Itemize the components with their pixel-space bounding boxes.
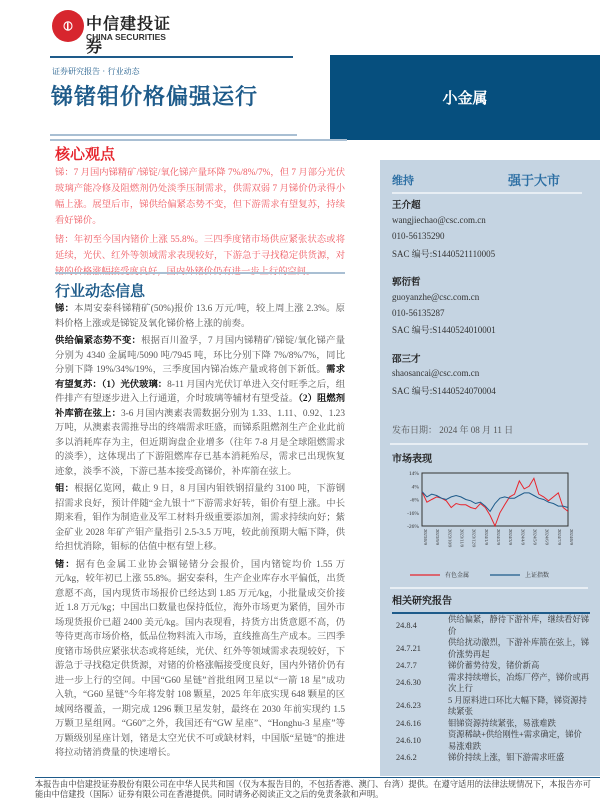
report-title-link[interactable]: 需求持续增长，冶炼厂停产，锑价或再次上行 — [448, 672, 590, 693]
bold-lead: 供给偏紧态势不变： — [55, 336, 142, 346]
x-tick-label: 2023/12/9 — [471, 529, 477, 548]
publish-date: 发布日期： 2024 年 08 月 11 日 — [392, 425, 514, 435]
analyst-sac: SAC 编号:S1440521110005 — [392, 249, 496, 259]
report-date: 24.6.23 — [396, 701, 421, 711]
footer-divider — [35, 777, 600, 778]
report-title-link[interactable]: 5 月原料进口环比大幅下降，锑资源持续紧张 — [448, 695, 587, 716]
y-tick-label: -6% — [409, 497, 419, 504]
report-type: 证券研究报告 · 行业动态 — [52, 67, 140, 76]
x-tick-label: 2024/2/9 — [496, 529, 501, 546]
report-date: 24.7.21 — [396, 643, 421, 653]
related-report-row[interactable] — [392, 672, 590, 695]
x-tick-label: 2024/4/9 — [520, 529, 526, 546]
rating-label: 维持 — [392, 174, 414, 187]
core-view — [55, 165, 345, 283]
x-tick-label: 2023/8/9 — [423, 529, 428, 546]
paragraph-text: 本周安泰科锑精矿(50%)报价 13.6 万元/吨，较上周上涨 2.3%。原料价格上涨或是锑锭及氧化锑价格上涨的前奏。 — [55, 304, 345, 329]
analyst-phone: 010-56135287 — [392, 308, 445, 318]
related-report-row[interactable] — [392, 752, 590, 764]
core-view-heading: 核心观点 — [55, 145, 116, 163]
report-title-link[interactable]: 供给偏紧，静待下游补库，继续看好锑价 — [448, 615, 590, 636]
x-tick-label: 2023/10/9 — [447, 529, 453, 548]
analyst-name: 郭衍哲 — [392, 277, 421, 288]
bold-lead: 需求有望复苏：（1）光伏玻璃： — [55, 365, 345, 390]
report-date: 24.8.4 — [396, 620, 417, 630]
industry-paragraph — [55, 558, 345, 761]
report-title-link[interactable]: 锑价持续上涨，钼下游需求旺盛 — [448, 753, 565, 762]
company-logo — [52, 10, 187, 56]
paragraph-text: 8-11 月国内光伏订单进入交付旺季之后，组件排产有望逐步进入上行通道，介时玻璃等辅材有望受益。 — [55, 379, 345, 404]
related-report-row[interactable] — [392, 695, 590, 718]
analyst-phone: 010-56135290 — [392, 231, 445, 241]
rating-divider — [392, 192, 582, 194]
date-divider — [390, 443, 588, 445]
report-title-link[interactable]: 钼锑资源持续紧张，易涨难跌 — [448, 718, 556, 728]
analyst-name: 邵三才 — [392, 354, 421, 365]
chart-title: 市场表现 — [392, 454, 432, 465]
y-tick-label: 14% — [408, 471, 419, 477]
logo-english-name: CHINA SECURITIES — [86, 32, 166, 42]
report-title-link[interactable]: 供给扰动激烈，下游补库箭在弦上，锑价涨势再起 — [448, 638, 590, 659]
x-tick-label: 2023/11/9 — [459, 529, 465, 548]
bold-lead: （2）阻燃剂补库箭在弦上： — [55, 394, 345, 419]
analyst-sac: SAC 编号:S1440524010001 — [392, 325, 496, 335]
paragraph-text: 根据百川盈孚，7 月国内锑精矿/锑锭/氧化锑产量分别为 4340 金属吨/5090 吨/7945 吨，环比分别下降 7%/8%/7%，同比分别下降 19%/34%/19%，三季度国内锑冶炼产量或将创下新低。 — [55, 336, 345, 375]
x-tick-label: 2023/9/9 — [435, 529, 441, 546]
logo-chinese-name: 中信建投证券 — [86, 14, 172, 56]
related-report-row[interactable] — [392, 637, 590, 660]
header-divider — [50, 56, 293, 58]
core-antimony: 锑：7 月国内锑精矿/锑锭/氧化锑产量环降 7%/8%/7%，但 7 月部分光伏玻璃产能冷修及阻燃剂仍处淡季压制需求，供需双弱 7 月锑价仍录得小幅上涨。展望后市，锑供给偏紧态势不变，但下游需求有望复苏，持续看好锑价。 — [55, 168, 345, 226]
related-report-row[interactable] — [392, 613, 590, 637]
x-tick-label: 2024/3/9 — [508, 529, 514, 546]
legend-label: 有色金属 — [445, 573, 470, 579]
core-divider — [50, 139, 347, 141]
related-report-row[interactable] — [392, 729, 590, 752]
x-tick-label: 2024/5/9 — [532, 529, 538, 546]
report-date: 24.6.10 — [396, 735, 421, 745]
disclaimer-footer: 本报告由中信建投证券股份有限公司在中华人民共和国（仅为本报告目的，不包括香港、澳门、台湾）提供。在遵守适用的法律法规情况下，本报告亦可能由中信建投（国际）证券有限公司在香港提供。同时请务必阅读正文之后的免责条款和声明。 — [35, 780, 591, 799]
report-date: 24.6.2 — [396, 753, 417, 762]
paragraph-text: 据有色金属工业协会锢铋锗分会报价，国内锗锭均价 1.55 万元/kg，较年初已上涨 55.8%。据安泰科，生产企业库存水平偏低，出货意愿不高，国内现货市场报价已经达到 1.85 万元/kg，小批量成交价接近 1.8 万元/kg；中国出口数量也保持低位，海外市场更为紧俏，国外市场现货报价已超 2400 美元/kg。国内表现看，持货方出货意愿不高，仍等待更高市场价格，低品位物料流入市场，直线推高生产成本。三四季度锗市场供应紧张状态或将延续，光伏、红外等领域需求表现较好，下游急于寻找稳定供货源，对锗的价格涨幅接受度良好，国内外锗价仍有进一步上行的空间。中国“G60 星链”首批组网卫星以“一箭 18 星”成功入轨，“G60 星链”今年将发射 108 颗星，2025 年年底实现 648 颗星的区域网络覆盖，一期完成 1296 颗卫星发射，最终在 2030 年前实现约 1.5 万颗卫星组网。“G60”之外，我国还有“GW 星座”、“Honghu-3 星座”等万颗级别星座计划，锗是太空光伏不可或缺材料，中国版“星链”的推进将拉动锗消费量的快速增长。 — [55, 559, 345, 758]
related-reports-table — [392, 612, 590, 764]
x-tick-label: 2024/6/9 — [544, 529, 550, 546]
title-divider — [50, 134, 297, 136]
analyst-name: 王介超 — [392, 200, 421, 211]
x-tick-label: 2024/1/9 — [483, 529, 489, 546]
industry-body — [55, 302, 345, 764]
x-tick-label: 2024/8/9 — [569, 529, 574, 546]
industry-paragraph — [55, 482, 345, 555]
related-report-row[interactable] — [392, 718, 590, 730]
y-tick-label: -26% — [407, 524, 419, 530]
report-title-link[interactable]: 资源稀缺+供给刚性+需求确定，锑价易涨难跌 — [448, 730, 582, 751]
sector-box — [330, 55, 600, 140]
bold-lead: 钼： — [55, 484, 75, 494]
chart-divider — [390, 587, 588, 589]
y-tick-label: 4% — [411, 484, 419, 491]
industry-paragraph — [55, 334, 345, 479]
report-date: 24.7.7 — [396, 661, 417, 670]
industry-heading: 行业动态信息 — [55, 282, 146, 300]
paragraph-text: 根据亿览网，截止 9 日，8 月国内钼铁钢招量约 3100 吨，下游钢招需求良好，预计伴随“金九银十”下游需求好转，钼价有望上涨。中长期来看，钼作为制造业及军工材料升级重要添加剂，需求持续向好；紫金矿业 2028 年矿产钼产量指引 2.5-3.5 万吨，较此前预期大幅下降，供给担忧消除，钼标的估值中枢有望上移。 — [55, 484, 345, 552]
paragraph-text: 3-6 月国内澳素表需数据分别为 1.33、1.11、0.92、1.23 万吨，从澳素表需推导出的终端需求旺盛，而锑系阻燃剂生产企业此前多以消耗库存为主，但近期询盘企业增多（往年 7-8 月是全球阻燃需求的淡季），这体现出了下游阻燃库存已基本消耗殆尽，需求已出现恢复迹象，淡季不淡，下游已基本接受高锑价，补库箭在弦上。 — [55, 408, 345, 477]
legend-label: 上证指数 — [525, 573, 550, 579]
rating-value: 强于大市 — [508, 174, 561, 189]
industry-paragraph — [55, 302, 345, 331]
report-title: 锑锗钼价格偏强运行 — [51, 85, 259, 110]
section-divider — [55, 272, 345, 274]
report-date: 24.6.16 — [396, 718, 421, 728]
analyst-email[interactable]: wangjiechao@csc.com.cn — [392, 215, 486, 225]
sidebar — [380, 160, 600, 776]
analyst-email[interactable]: guoyanzhe@csc.com.cn — [392, 292, 480, 302]
report-date: 24.6.30 — [396, 678, 421, 688]
bold-lead: 锗： — [55, 559, 76, 570]
related-reports-heading: 相关研究报告 — [392, 596, 452, 607]
analyst-email[interactable]: shaosancai@csc.com.cn — [392, 368, 480, 378]
x-tick-label: 2024/7/9 — [556, 529, 562, 546]
bold-lead: 锑： — [55, 304, 75, 314]
analyst-sac: SAC 编号:S1440524070004 — [392, 386, 496, 396]
core-germanium: 锗：年初至今国内锗价上涨 55.8%。三四季度锗市场供应紧张状态或将延续，光伏、红外等领域需求表现较好，下游急于寻找稳定供货源，对 — [55, 235, 345, 261]
related-report-row[interactable] — [392, 660, 590, 672]
report-title-link[interactable]: 锑价蓄势待发，锗价新高 — [448, 661, 540, 670]
sector-label: 小金属 — [442, 89, 488, 107]
market-performance-chart — [390, 465, 595, 585]
logo-emblem-icon: ⦶ — [52, 10, 84, 42]
y-tick-label: -16% — [407, 510, 419, 517]
